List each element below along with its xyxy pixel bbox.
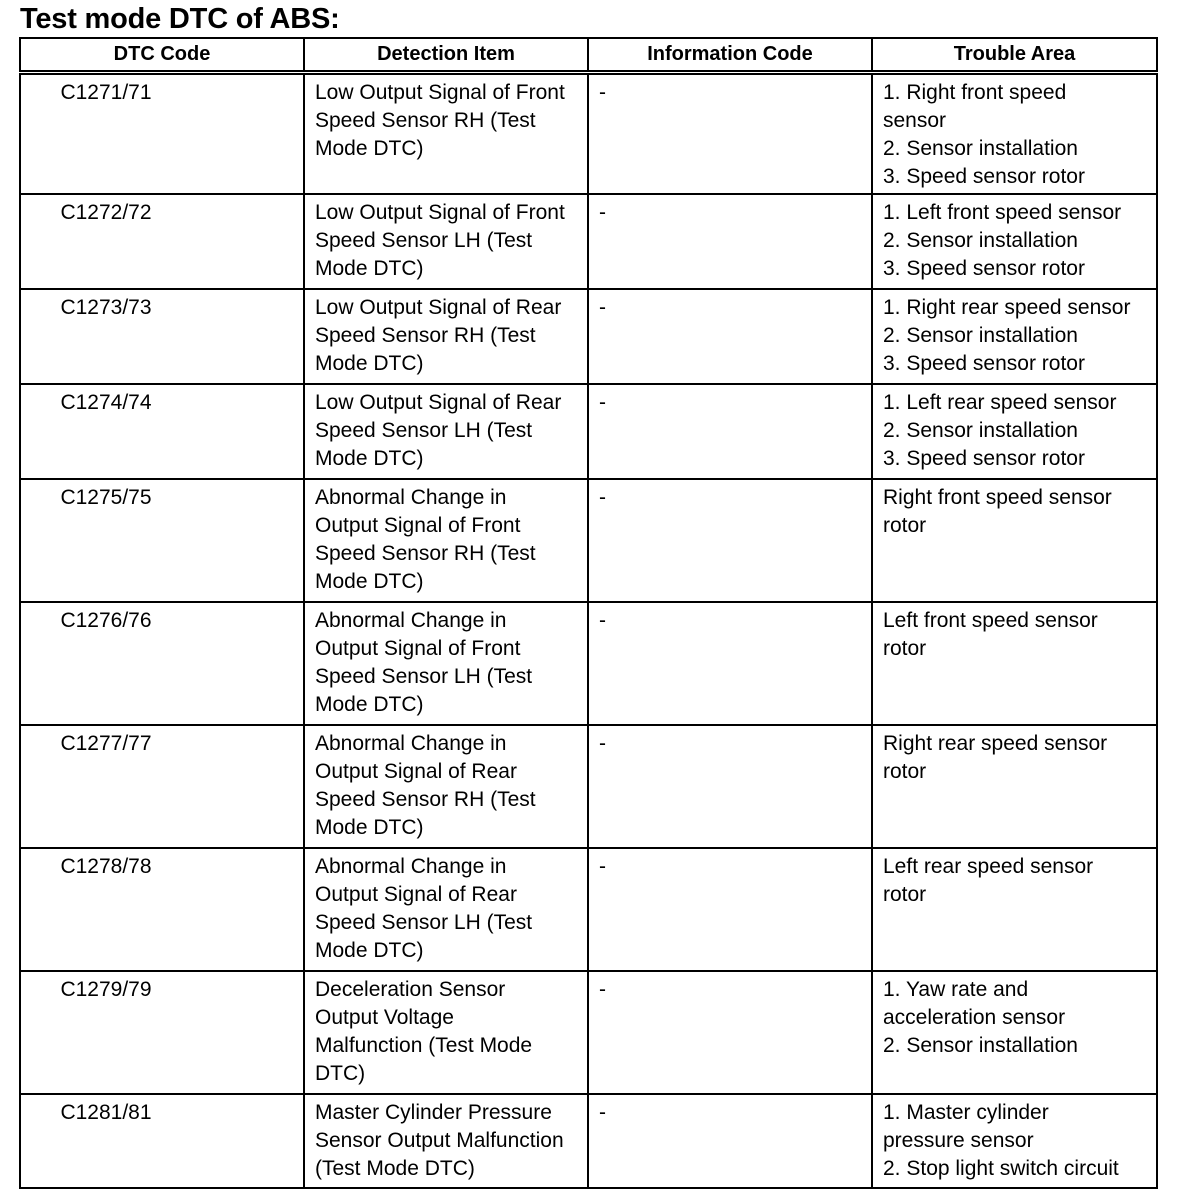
dtc-code-cell: C1277/77 xyxy=(20,725,304,848)
detection-item-line: Output Signal of Front xyxy=(315,637,521,660)
information-code-cell: - xyxy=(588,602,872,725)
detection-item-line: Speed Sensor LH (Test xyxy=(315,419,533,442)
trouble-area-cell xyxy=(872,971,1157,1094)
trouble-area-line: 1. Master cylinder xyxy=(883,1101,1049,1124)
detection-item-cell xyxy=(304,479,588,602)
detection-item-line: Low Output Signal of Front xyxy=(315,80,565,104)
table-row xyxy=(20,479,1157,602)
dtc-code-cell: C1274/74 xyxy=(20,384,304,479)
trouble-area-line: 1. Right rear speed sensor xyxy=(883,296,1131,319)
trouble-area-cell xyxy=(872,1094,1157,1188)
dtc-code-cell: C1278/78 xyxy=(20,848,304,971)
table-row xyxy=(20,194,1157,289)
detection-item-line: Master Cylinder Pressure xyxy=(315,1101,552,1124)
detection-item-line: Low Output Signal of Rear xyxy=(315,296,562,319)
detection-item-line: Abnormal Change in xyxy=(315,732,507,755)
dtc-code-cell: C1271/71 xyxy=(20,72,304,194)
information-code-cell: - xyxy=(588,725,872,848)
trouble-area-line: 2. Sensor installation xyxy=(883,1034,1078,1057)
detection-item-line: DTC) xyxy=(315,1062,366,1085)
table-row xyxy=(20,384,1157,479)
detection-item-line: Mode DTC) xyxy=(315,136,424,160)
table-row xyxy=(20,971,1157,1094)
detection-item-line: Mode DTC) xyxy=(315,816,424,839)
trouble-area-line: 2. Sensor installation xyxy=(883,324,1078,347)
detection-item-line: Speed Sensor LH (Test xyxy=(315,911,533,934)
detection-item-line: Output Signal of Rear xyxy=(315,883,517,906)
trouble-area-line: 1. Left rear speed sensor xyxy=(883,391,1117,414)
header-detection-item: Detection Item xyxy=(304,38,588,72)
table-row xyxy=(20,1094,1157,1188)
table-header-row xyxy=(20,38,1157,72)
detection-item-cell xyxy=(304,602,588,725)
detection-item-line: Sensor Output Malfunction xyxy=(315,1129,564,1152)
information-code-cell: - xyxy=(588,72,872,194)
dtc-code-cell: C1275/75 xyxy=(20,479,304,602)
trouble-area-cell xyxy=(872,72,1157,194)
trouble-area-cell xyxy=(872,602,1157,725)
detection-item-line: Speed Sensor RH (Test xyxy=(315,324,536,347)
trouble-area-line: sensor xyxy=(883,108,947,132)
page-title: Test mode DTC of ABS: xyxy=(20,3,340,35)
table-body xyxy=(20,72,1157,1188)
trouble-area-line: rotor xyxy=(883,637,927,660)
detection-item-line: Output Signal of Rear xyxy=(315,760,517,783)
information-code-cell: - xyxy=(588,479,872,602)
detection-item-line: Abnormal Change in xyxy=(315,855,507,878)
detection-item-line: Output Signal of Front xyxy=(315,514,521,537)
trouble-area-line: 2. Sensor installation xyxy=(883,229,1078,252)
trouble-area-line: Right front speed sensor xyxy=(883,486,1112,509)
detection-item-cell xyxy=(304,289,588,384)
trouble-area-cell xyxy=(872,289,1157,384)
trouble-area-line: rotor xyxy=(883,514,927,537)
table-row xyxy=(20,602,1157,725)
trouble-area-line: 1. Left front speed sensor xyxy=(883,201,1122,224)
table-row xyxy=(20,848,1157,971)
trouble-area-line: rotor xyxy=(883,760,927,783)
trouble-area-line: 2. Sensor installation xyxy=(883,419,1078,442)
information-code-cell: - xyxy=(588,1094,872,1188)
detection-item-cell xyxy=(304,72,588,194)
trouble-area-cell xyxy=(872,479,1157,602)
detection-item-line: Deceleration Sensor xyxy=(315,978,506,1001)
detection-item-line: Abnormal Change in xyxy=(315,486,507,509)
detection-item-line: Speed Sensor RH (Test xyxy=(315,542,536,565)
detection-item-line: Mode DTC) xyxy=(315,447,424,470)
detection-item-line: Abnormal Change in xyxy=(315,609,507,632)
information-code-cell: - xyxy=(588,971,872,1094)
trouble-area-line: Left rear speed sensor xyxy=(883,855,1094,878)
detection-item-line: Speed Sensor RH (Test xyxy=(315,788,536,811)
trouble-area-cell xyxy=(872,194,1157,289)
dtc-code-cell: C1281/81 xyxy=(20,1094,304,1188)
dtc-code-cell: C1272/72 xyxy=(20,194,304,289)
detection-item-line: Low Output Signal of Front xyxy=(315,201,565,224)
detection-item-line: Mode DTC) xyxy=(315,693,424,716)
table-row xyxy=(20,72,1157,194)
table-row xyxy=(20,725,1157,848)
detection-item-line: Malfunction (Test Mode xyxy=(315,1034,533,1057)
information-code-cell: - xyxy=(588,848,872,971)
trouble-area-line: 3. Speed sensor rotor xyxy=(883,352,1085,375)
detection-item-line: Low Output Signal of Rear xyxy=(315,391,562,414)
detection-item-line: Speed Sensor RH (Test xyxy=(315,108,536,132)
detection-item-cell xyxy=(304,848,588,971)
table-row xyxy=(20,289,1157,384)
trouble-area-line: 3. Speed sensor rotor xyxy=(883,257,1085,280)
detection-item-line: Mode DTC) xyxy=(315,939,424,962)
trouble-area-line: 3. Speed sensor rotor xyxy=(883,447,1085,470)
trouble-area-cell xyxy=(872,725,1157,848)
information-code-cell: - xyxy=(588,289,872,384)
detection-item-cell xyxy=(304,384,588,479)
detection-item-line: Speed Sensor LH (Test xyxy=(315,229,533,252)
trouble-area-cell xyxy=(872,384,1157,479)
trouble-area-line: 1. Right front speed xyxy=(883,80,1067,104)
detection-item-cell xyxy=(304,971,588,1094)
dtc-table xyxy=(19,37,1158,1189)
trouble-area-line: 3. Speed sensor rotor xyxy=(883,164,1085,188)
dtc-code-cell: C1279/79 xyxy=(20,971,304,1094)
detection-item-cell xyxy=(304,725,588,848)
header-information-code: Information Code xyxy=(588,38,872,72)
trouble-area-line: pressure sensor xyxy=(883,1129,1034,1152)
trouble-area-line: 1. Yaw rate and xyxy=(883,978,1029,1001)
header-dtc-code: DTC Code xyxy=(20,38,304,72)
dtc-code-cell: C1273/73 xyxy=(20,289,304,384)
trouble-area-line: rotor xyxy=(883,883,927,906)
header-trouble-area: Trouble Area xyxy=(872,38,1157,72)
detection-item-line: (Test Mode DTC) xyxy=(315,1157,475,1180)
detection-item-line: Speed Sensor LH (Test xyxy=(315,665,533,688)
dtc-code-cell: C1276/76 xyxy=(20,602,304,725)
trouble-area-line: Left front speed sensor xyxy=(883,609,1098,632)
trouble-area-line: acceleration sensor xyxy=(883,1006,1066,1029)
detection-item-line: Mode DTC) xyxy=(315,570,424,593)
information-code-cell: - xyxy=(588,384,872,479)
detection-item-cell xyxy=(304,194,588,289)
detection-item-line: Output Voltage xyxy=(315,1006,454,1029)
information-code-cell: - xyxy=(588,194,872,289)
detection-item-cell xyxy=(304,1094,588,1188)
detection-item-line: Mode DTC) xyxy=(315,352,424,375)
trouble-area-line: 2. Sensor installation xyxy=(883,136,1078,160)
trouble-area-line: 2. Stop light switch circuit xyxy=(883,1157,1119,1180)
trouble-area-cell xyxy=(872,848,1157,971)
trouble-area-line: Right rear speed sensor xyxy=(883,732,1108,755)
detection-item-line: Mode DTC) xyxy=(315,257,424,280)
